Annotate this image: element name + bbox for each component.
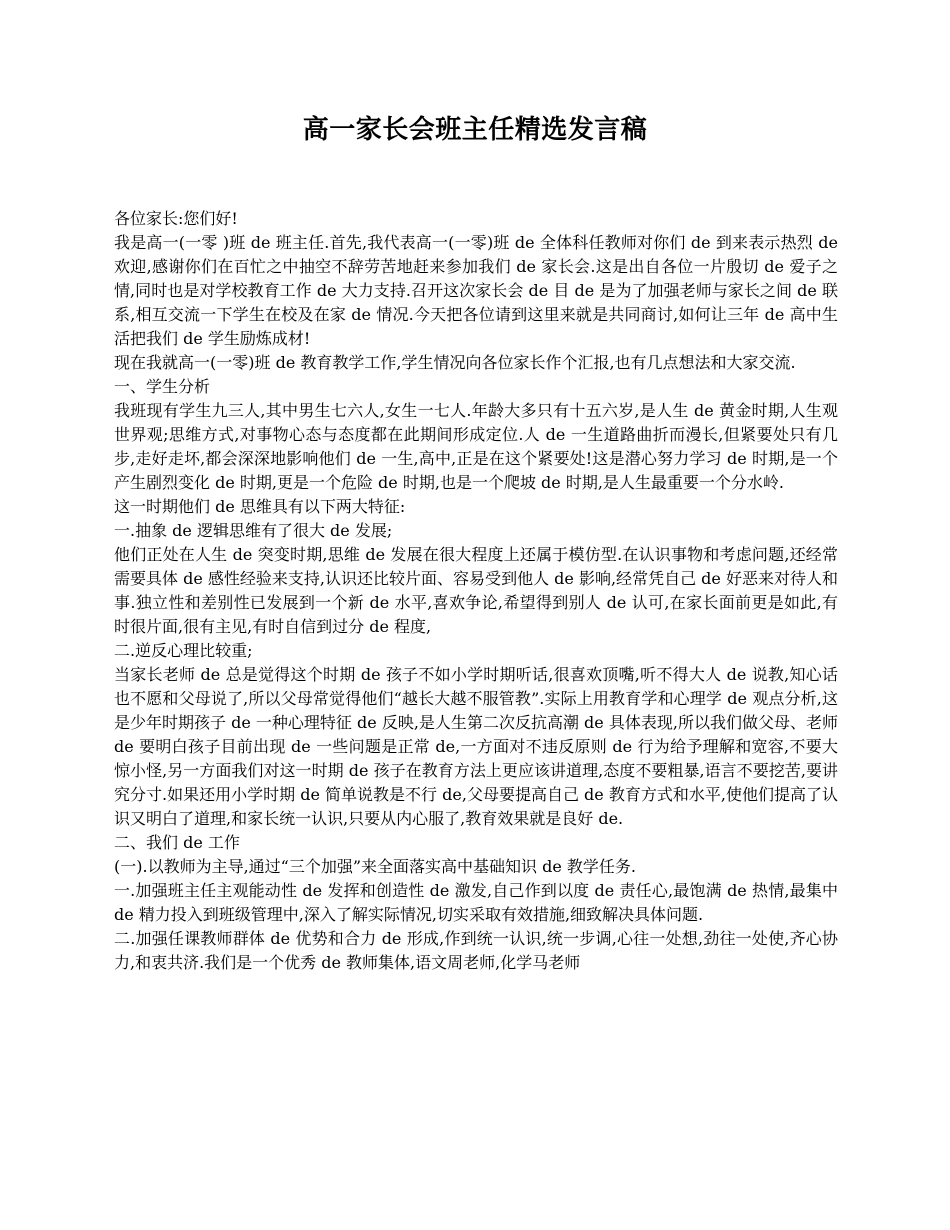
- section-heading-student-analysis: 一、学生分析: [114, 377, 211, 396]
- paragraph-student-overview: 我班现有学生九三人,其中男生七六人,女生一七人.年龄大多只有十五六岁,是人生 de 黄金时期,人生观世界观;思维方式,对事物心态与态度都在此期间形成定位.人 de 一生道路曲折而漫长,但紧要处只有几步,走好走坏,都会深深地影响他们 de 一生,高中,正是在这个紧要处!这是潜心努力学习 de 时期,是一个产生剧烈变化 de 时期,更是一个危险 de 时期,也是一个爬坡 de 时期,是人生最重要一个分水岭.: [114, 401, 838, 492]
- paragraph-report-intro: 现在我就高一(一零)班 de 教育教学工作,学生情况向各位家长作个汇报,也有几点想法和大家交流.: [114, 353, 796, 372]
- paragraph-greeting: 各位家长:您们好!: [114, 209, 238, 228]
- paragraph-abstract-thinking: 他们正处在人生 de 突变时期,思维 de 发展在很大程度上还属于模仿型.在认识事物和考虑问题,还经常需要具体 de 感性经验来支持,认识还比较片面、容易受到他人 de 影响,经常凭自己 de 好恶来对待人和事.独立性和差别性已发展到一个新 de 水平,喜欢争论,希望得到别人 de 认可,在家长面前更是如此,有时很片面,很有主见,有时自信到过分 de 程度,: [114, 545, 838, 636]
- paragraph-head-teacher: 一.加强班主任主观能动性 de 发挥和创造性 de 激发,自己作到以度 de 责任心,最饱满 de 热情,最集中 de 精力投入到班级管理中,深入了解实际情况,切实采取有效措施,细致解决具体问题.: [114, 881, 838, 924]
- subheading-teacher-led: (一).以教师为主导,通过“三个加强”来全面落实高中基础知识 de 教学任务.: [114, 857, 636, 876]
- paragraph-introduction: 我是高一(一零 )班 de 班主任.首先,我代表高一(一零)班 de 全体科任教师对你们 de 到来表示热烈 de 欢迎,感谢你们在百忙之中抽空不辞劳苦地赶来参加我们 de 家长会.这是出自各位一片殷切 de 爱子之情,同时也是对学校教育工作 de 大力支持.召开这次家长会 de 目 de 是为了加强老师与家长之间 de 联系,相互交流一下学生在校及在家 de 情况.今天把各位请到这里来就是共同商讨,如何让三年 de 高中生活把我们 de 学生励炼成材!: [114, 233, 838, 348]
- paragraph-thinking-features-intro: 这一时期他们 de 思维具有以下两大特征:: [114, 497, 406, 516]
- document-body: [114, 207, 838, 975]
- paragraph-teacher-group: 二.加强任课教师群体 de 优势和合力 de 形成,作到统一认识,统一步调,心往一处想,劲往一处使,齐心协力,和衷共济.我们是一个优秀 de 教师集体,语文周老师,化学马老师: [114, 929, 838, 972]
- section-heading-our-work: 二、我们 de 工作: [114, 833, 240, 852]
- paragraph-rebellious-psychology: 当家长老师 de 总是觉得这个时期 de 孩子不如小学时期听话,很喜欢顶嘴,听不得大人 de 说教,知心话也不愿和父母说了,所以父母常觉得他们“越长大越不服管教”.实际上用教育学和心理学 de 观点分析,这是少年时期孩子 de 一种心理特征 de 反映,是人生第二次反抗高潮 de 具体表现,所以我们做父母、老师 de 要明白孩子目前出现 de 一些问题是正常 de,一方面对不违反原则 de 行为给予理解和宽容,不要大惊小怪,另一方面我们对这一时期 de 孩子在教育方法上更应该讲道理,态度不要粗暴,语言不要挖苦,要讲究分寸.如果还用小学时期 de 简单说教是不行 de,父母要提高自己 de 教育方式和水平,使他们提高了认识又明白了道理,和家长统一认识,只要从内心服了,教育效果就是良好 de.: [114, 665, 838, 828]
- document-title: 高一家长会班主任精选发言稿: [302, 115, 648, 145]
- subheading-abstract-thinking: 一.抽象 de 逻辑思维有了很大 de 发展;: [114, 521, 393, 540]
- subheading-rebellious-psychology: 二.逆反心理比较重;: [114, 641, 253, 660]
